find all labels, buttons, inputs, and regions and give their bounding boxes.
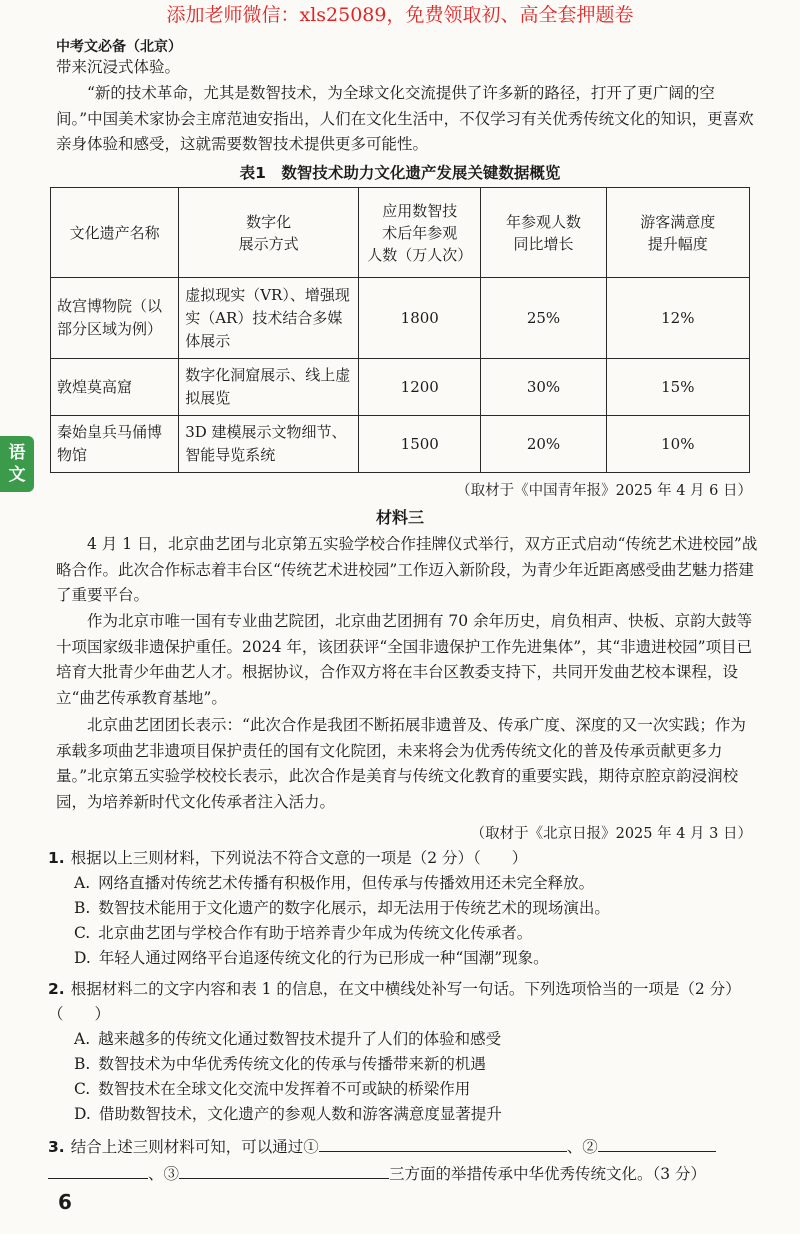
data-table	[50, 187, 750, 473]
table-cell: 30%	[481, 359, 606, 416]
table-source: （取材于《中国青年报》2025 年 4 月 6 日）	[456, 483, 752, 499]
option-text: 年轻人通过网络平台追逐传统文化的行为已形成一种“国潮”现象。	[98, 949, 549, 967]
option-a[interactable]	[48, 871, 760, 896]
table-row	[51, 416, 750, 473]
option-d[interactable]	[48, 946, 760, 971]
option-letter: B.	[74, 1055, 91, 1073]
option-b[interactable]	[48, 1052, 760, 1077]
option-text: 数智技术为中华优秀传统文化的传承与传播带来新的机遇	[98, 1055, 486, 1073]
table-header-cell: 文化遗产名称	[51, 188, 179, 278]
subject-side-tab	[0, 436, 34, 492]
table-cell: 10%	[606, 416, 749, 473]
intro-line: 带来沉浸式体验。	[56, 58, 181, 76]
option-b[interactable]	[48, 896, 760, 921]
intro-paragraph: “新的技术革命，尤其是数智技术，为全球文化交流提供了许多新的路径，打开了更广阔的空间。”中国美术家协会主席范迪安指出，人们在文化生活中，不仅学习有关优秀传统文化的知识，更喜欢亲身体验和感受，这就需要数智技术提供更多可能性。	[56, 84, 754, 153]
option-letter: A.	[74, 874, 91, 892]
table-cell: 故宫博物院（以部分区域为例）	[51, 278, 179, 359]
table-header-cell: 游客满意度 提升幅度	[606, 188, 749, 278]
option-text: 数智技术在全球文化交流中发挥着不可或缺的桥梁作用	[98, 1080, 471, 1098]
table-cell: 15%	[606, 359, 749, 416]
blank-marker: 、②	[566, 1138, 598, 1156]
question-3	[48, 1133, 760, 1187]
answer-blank-1[interactable]	[319, 1133, 567, 1152]
question-3-line-2	[48, 1160, 760, 1187]
option-d[interactable]	[48, 1102, 760, 1127]
option-text: 越来越多的传统文化通过数智技术提升了人们的体验和感受	[98, 1030, 502, 1048]
table-cell: 25%	[481, 278, 606, 359]
option-letter: A.	[74, 1030, 91, 1048]
option-letter: D.	[74, 1105, 91, 1123]
question-text: 根据材料二的文字内容和表 1 的信息，在文中横线处补写一句话。下列选项恰当的一项是（2 分）（ ）	[48, 980, 741, 1023]
table-cell: 秦始皇兵马俑博物馆	[51, 416, 179, 473]
material3-title: 材料三	[375, 508, 424, 527]
material3-source: （取材于《北京日报》2025 年 4 月 3 日）	[470, 826, 752, 842]
question-stem	[48, 977, 760, 1027]
question-stem	[48, 846, 760, 871]
table-header-cell: 年参观人数 同比增长	[481, 188, 606, 278]
side-tab-char: 文	[8, 465, 26, 485]
table-cell: 数字化洞窟展示、线上虚拟展览	[179, 359, 359, 416]
option-letter: C.	[74, 924, 91, 942]
option-c[interactable]	[48, 921, 760, 946]
question-text: 结合上述三则材料可知，可以通过①	[70, 1138, 319, 1156]
question-2	[48, 977, 760, 1127]
table-header-cell: 应用数智技 术后年参观 人数（万人次）	[359, 188, 481, 278]
answer-blank-2-cont[interactable]	[48, 1160, 148, 1179]
table-title: 表1 数智技术助力文化遗产发展关键数据概览	[239, 164, 561, 182]
material3-paragraph: 北京曲艺团团长表示：“此次合作是我团不断拓展非遗普及、传承广度、深度的又一次实践；作为承载多项曲艺非遗项目保护责任的国有文化院团，未来将会为优秀传统文化的普及传承贡献更多力量。”北京第五实验学校校长表示，此次合作是美育与传统文化教育的重要实践，期待京腔京韵浸润校园，为培养新时代文化传承者注入活力。	[56, 716, 746, 811]
promo-banner: 添加老师微信：xls25089，免费领取初、高全套押题卷	[166, 4, 634, 26]
table-cell: 12%	[606, 278, 749, 359]
question-text: 根据以上三则材料，下列说法不符合文意的一项是（2 分）（ ）	[70, 849, 528, 867]
option-letter: D.	[74, 949, 91, 967]
option-letter: C.	[74, 1080, 91, 1098]
option-text: 北京曲艺团与学校合作有助于培养青少年成为传统文化传承者。	[98, 924, 533, 942]
blank-marker: 、③	[148, 1165, 180, 1183]
answer-blank-3[interactable]	[179, 1160, 389, 1179]
table-header-row	[51, 188, 750, 278]
table-cell: 敦煌莫高窟	[51, 359, 179, 416]
option-c[interactable]	[48, 1077, 760, 1102]
question-text: 三方面的举措传承中华优秀传统文化。（3 分）	[389, 1165, 707, 1183]
question-number: 3.	[48, 1138, 65, 1156]
option-text: 借助数智技术，文化遗产的参观人数和游客满意度显著提升	[98, 1105, 502, 1123]
table-cell: 20%	[481, 416, 606, 473]
material3-paragraph: 作为北京市唯一国有专业曲艺院团，北京曲艺团拥有 70 余年历史，肩负相声、快板、京韵大鼓等十项国家级非遗保护重任。2024 年，该团获评“全国非遗保护工作先进集体”，其“非遗进校园”项目已培育大批青少年曲艺人才。根据协议，合作双方将在丰台区教委支持下，共同开发曲艺校本课程，设立“曲艺传承教育基地”。	[56, 612, 753, 707]
question-number: 1.	[48, 849, 65, 867]
table-cell: 3D 建模展示文物细节、智能导览系统	[179, 416, 359, 473]
page-number: 6	[58, 1190, 72, 1214]
running-head: 中考文必备（北京）	[56, 39, 182, 55]
material3-paragraph: 4 月 1 日，北京曲艺团与北京第五实验学校合作挂牌仪式举行，双方正式启动“传统艺术进校园”战略合作。此次合作标志着丰台区“传统艺术进校园”工作迈入新阶段，为青少年近距离感受曲艺魅力搭建了重要平台。	[56, 535, 758, 604]
question-1	[48, 846, 760, 971]
table-header-cell: 数字化 展示方式	[179, 188, 359, 278]
side-tab-char: 语	[8, 443, 26, 463]
question-number: 2.	[48, 980, 65, 998]
option-a[interactable]	[48, 1027, 760, 1052]
table-row	[51, 359, 750, 416]
table-cell: 1500	[359, 416, 481, 473]
table-cell: 1800	[359, 278, 481, 359]
table-row	[51, 278, 750, 359]
option-letter: B.	[74, 899, 91, 917]
option-text: 网络直播对传统艺术传播有积极作用，但传承与传播效用还未完全释放。	[98, 874, 595, 892]
option-text: 数智技术能用于文化遗产的数字化展示，却无法用于传统艺术的现场演出。	[98, 899, 610, 917]
table-cell: 1200	[359, 359, 481, 416]
question-3-line-1	[48, 1133, 760, 1160]
table-cell: 虚拟现实（VR）、增强现实（AR）技术结合多媒体展示	[179, 278, 359, 359]
answer-blank-2[interactable]	[598, 1133, 716, 1152]
